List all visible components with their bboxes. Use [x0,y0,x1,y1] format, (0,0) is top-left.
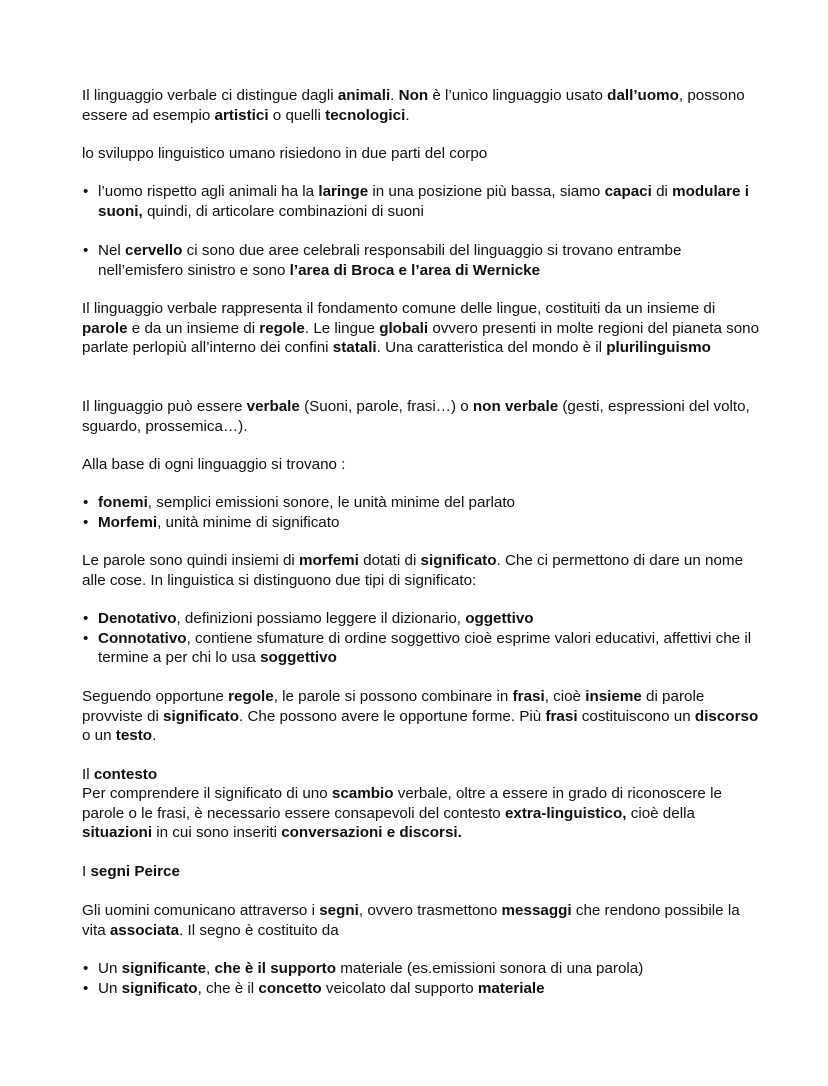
text-run: quindi, di articolare combinazioni di suoni [142,202,424,220]
text-run: e da un insieme di [127,319,260,337]
text-run: Un [98,960,122,977]
text-run: , [206,960,215,977]
bullet-list [82,493,762,532]
bold-text: modulare i suoni, [98,183,749,220]
text-run: . [390,87,399,104]
bold-text: statali [332,339,377,357]
list-item [82,182,762,221]
list-item [82,609,762,629]
list-item [82,959,762,979]
bold-text: frasi [545,707,578,725]
text-run: . [152,727,157,745]
bold-text: soggettivo [260,649,337,667]
bold-text: globali [379,319,429,337]
text-run: (Suoni, parole, frasi…) o [299,398,473,415]
paragraph [82,144,762,164]
text-run: cioè della [626,804,695,822]
bold-text: segni Peirce [90,863,180,880]
bold-text: scambio [331,785,394,802]
bold-text: discorso [694,707,759,725]
text-run: . [405,106,410,124]
bold-text: artistici [214,106,269,124]
text-run: ci sono due aree celebrali responsabili del linguaggio si trovano entrambe nell’emisfero sinistro e sono [98,242,682,279]
text-run: Il [82,766,94,783]
bold-text: significante [121,960,207,977]
bold-text: messaggi [501,902,572,919]
bullet-list [82,609,762,668]
paragraph [82,397,762,436]
bold-text: capaci [604,183,652,200]
text-run: o quelli [268,106,326,124]
bold-text: verbale [246,398,300,415]
text-run: Gli uomini comunicano attraverso i [82,902,320,919]
text-run: l’uomo rispetto agli animali ha la [98,183,319,200]
text-run: verbale, oltre a essere in grado di riconoscere le parole o le frasi, è necessario essere consapevoli del contesto [82,785,722,822]
paragraph [82,86,762,125]
paragraph [82,687,762,746]
bold-text: che è il supporto [214,960,337,977]
text-run: I [82,863,91,880]
text-run: Alla base di ogni linguaggio si trovano : [82,456,346,473]
text-run: Il linguaggio verbale rappresenta il fondamento comune delle lingue, costituiti da un insieme di [82,300,716,317]
text-run: materiale (es.emissioni sonora di una parola) [336,960,644,977]
bold-text: plurilinguismo [606,339,711,357]
paragraph [82,299,762,358]
bold-text: l’area di Broca e l’area di Wernicke [289,261,541,279]
bold-text: contesto [93,766,158,783]
text-run: Un [98,979,122,997]
list-item [82,629,762,668]
text-run: costituiscono un [577,707,695,725]
text-run: lo sviluppo linguistico umano risiedono in due parti del corpo [82,145,488,162]
text-run: in una posizione più bassa, siamo [368,183,605,200]
bold-text: significato [121,979,198,997]
paragraph [82,784,762,843]
bold-text: insieme [585,688,642,705]
list-item [82,493,762,513]
bullet-list [82,182,762,221]
text-run: Le parole sono quindi insiemi di [82,552,299,569]
bold-text: Non [398,87,429,104]
text-run: , le parole si possono combinare in [273,688,513,705]
text-run: che rendono possibile la vita [82,902,740,939]
text-run: (gesti, espressioni del volto, sguardo, prossemica…). [82,398,750,435]
text-run: Seguendo opportune [82,688,229,705]
bullet-list [82,959,762,998]
bold-text: extra-linguistico, [504,804,627,822]
bold-text: situazioni [82,824,153,842]
bold-text: dall’uomo [607,87,679,104]
bold-text: Connotativo [98,629,187,647]
paragraph [82,765,762,785]
text-run: . Che possono avere le opportune forme. Più [239,707,546,725]
bullet-list [82,241,762,280]
bold-text: non verbale [472,398,559,415]
list-item [82,241,762,280]
text-run: Il linguaggio può essere [82,398,247,415]
text-run: . Una caratteristica del mondo è il [376,339,607,357]
bold-text: tecnologici [325,106,406,124]
text-run: o un [82,727,116,745]
bold-text: Morfemi [98,513,158,531]
text-run: Nel [98,242,126,259]
bold-text: parole [82,319,128,337]
bold-text: regole [259,319,305,337]
bold-text: Denotativo [98,610,177,627]
text-run: , possono essere ad esempio [82,87,745,124]
text-run: in cui sono inseriti [152,824,282,842]
text-run: è l’unico linguaggio usato [428,87,608,104]
text-run: ovvero presenti in molte regioni del pianeta sono parlate perlopiù all’interno dei confini [82,319,760,357]
paragraph [82,901,762,940]
paragraph [82,455,762,475]
text-run: dotati di [358,552,421,569]
bold-text: conversazioni e discorsi. [281,824,462,842]
text-run: Il linguaggio verbale ci distingue dagli [82,87,338,104]
bold-text: frasi [512,688,545,705]
bold-text: fonemi [98,494,148,511]
text-run: di parole provviste di [82,688,705,725]
bold-text: concetto [258,979,322,997]
bold-text: significato [163,707,239,725]
text-run: . Che ci permettono di dare un nome alle cose. In linguistica si distinguono due tipi di significato: [82,552,744,589]
bold-text: cervello [125,242,183,259]
text-run: , definizioni possiamo leggere il dizionario, [176,610,466,627]
text-run: , che è il [197,979,259,997]
text-run: , cioè [544,688,586,705]
bold-text: oggettivo [465,610,534,627]
text-run: . Le lingue [304,319,380,337]
text-run: Per comprendere il significato di uno [82,785,332,802]
bold-text: laringe [318,183,369,200]
bold-text: testo [115,727,153,745]
bold-text: regole [228,688,274,705]
bold-text: materiale [477,979,545,997]
bold-text: segni [319,902,359,919]
bold-text: associata [109,921,180,939]
text-run: . Il segno è costituito da [179,921,339,939]
bold-text: significato [420,552,497,569]
text-run: veicolato dal supporto [321,979,478,997]
text-run: , semplici emissioni sonore, le unità minime del parlato [147,494,515,511]
list-item [82,979,762,999]
text-run: , unità minime di significato [157,513,340,531]
text-run: di [651,183,673,200]
paragraph [82,551,762,590]
bold-text: animali [337,87,391,104]
text-run: , contiene sfumature di ordine soggettivo cioè esprime valori educativi, affettivi che il termine a per chi lo usa [98,629,752,667]
text-run: , ovvero trasmettono [358,902,502,919]
bold-text: morfemi [298,552,359,569]
paragraph [82,862,762,882]
list-item [82,513,762,533]
